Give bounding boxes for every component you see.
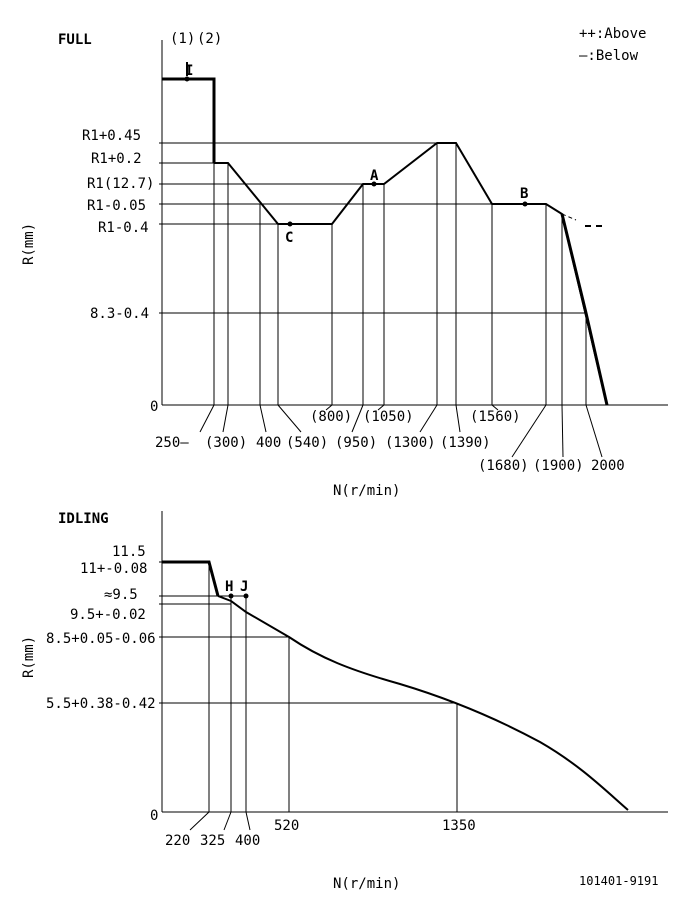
full-xtick-1: 250— [155,435,189,451]
idling-start-step [162,562,218,596]
document-id: 101401-9191 [579,874,659,888]
idling-xtick-2: 325 [200,833,226,849]
full-ytick-5: R1-0.4 [98,220,149,236]
full-xtick-7: (1050) [363,409,414,425]
full-drop-line [562,214,607,405]
full-title: FULL [58,32,92,48]
full-start-step [162,79,214,163]
idling-ytick-1: 11.5 [112,544,146,560]
point-b-label: B [520,186,529,202]
full-y-title: R(mm) [21,222,37,265]
full-xtick-3: 400 [256,435,282,451]
idling-ytick-2: 11+-0.08 [80,561,148,577]
full-xtick-10: (1560) [470,409,521,425]
idling-origin: 0 [150,808,159,824]
full-ytick-2: R1+0.2 [91,151,142,167]
idling-title: IDLING [58,511,109,527]
idling-y-title: R(mm) [21,635,37,678]
full-xtick-8: (1300) [385,435,436,451]
full-xtick-11: (1680) [478,458,529,474]
idling-xtick-1: 220 [165,833,191,849]
idling-ytick-3: ≈9.5 [104,587,138,603]
idling-vlines [209,562,457,812]
full-xtick-9: (1390) [440,435,491,451]
point-i-label: I [185,63,194,79]
idling-ytick-6: 5.5+0.38-0.42 [46,696,156,712]
full-ytick-4: R1-0.05 [87,198,147,214]
marker-c [288,222,293,227]
idling-ytick-4: 9.5+-0.02 [70,607,146,623]
point-c-label: C [285,230,294,246]
full-xtick-13: 2000 [591,458,625,474]
idling-xtick-3: 400 [235,833,261,849]
idling-chart [21,511,668,892]
full-xtick-4: (540) [286,435,329,451]
legend-above: ++:Above [579,26,647,42]
note-1: (1) [170,31,196,47]
full-xtick-12: (1900) [533,458,584,474]
idling-xtick-5: 1350 [442,818,476,834]
full-x-title: N(r/min) [333,483,401,499]
idling-xtick-4: 520 [274,818,300,834]
full-ytick-6: 8.3-0.4 [90,306,150,322]
full-chart [21,26,668,499]
full-origin: 0 [150,399,159,415]
point-j-label: J [240,579,249,595]
full-xtick-6: (950) [335,435,378,451]
point-a-label: A [370,168,379,184]
idling-x-title: N(r/min) [333,876,401,892]
full-curve [214,143,607,405]
full-vlines [214,143,586,405]
idling-hlines [159,562,457,703]
idling-xtick-leaders [190,812,250,830]
full-xtick-5: (800) [310,409,353,425]
point-h-label: H [225,579,234,595]
note-2: (2) [197,31,223,47]
full-ytick-1: R1+0.45 [82,128,142,144]
legend-below: —:Below [579,48,639,64]
full-xtick-2: (300) [205,435,248,451]
marker-b [523,202,528,207]
full-ytick-3: R1(12.7) [87,176,155,192]
idling-ytick-5: 8.5+0.05-0.06 [46,631,156,647]
